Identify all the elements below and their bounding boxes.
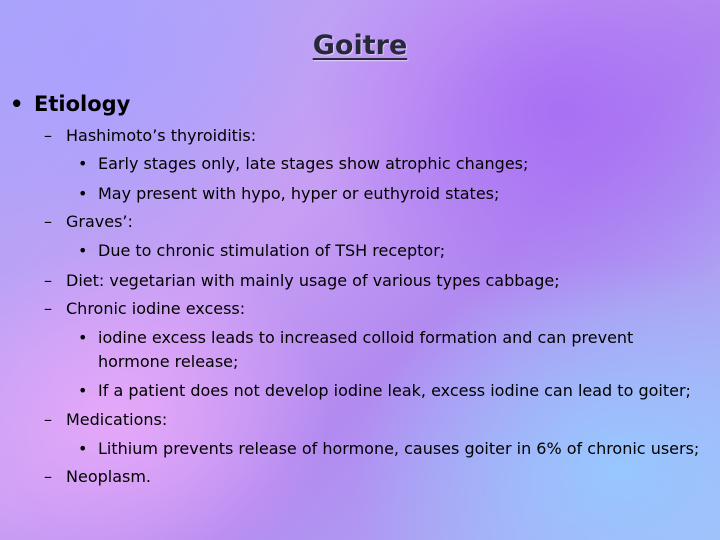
- item-iodine-1-line1: iodine excess leads to increased colloid formation and can prevent: [98, 328, 634, 347]
- dash-marker: –: [44, 212, 52, 231]
- bullet-marker: •: [78, 439, 88, 458]
- item-neoplasm: Neoplasm.: [66, 467, 152, 486]
- etiology-heading: Etiology: [34, 92, 131, 116]
- item-iodine-2: If a patient does not develop iodine leak, excess iodine can lead to goiter;: [98, 381, 691, 400]
- slide-title: Goitre: [312, 30, 408, 61]
- item-medications-1: Lithium prevents release of hormone, causes goiter in 6% of chronic users;: [98, 439, 700, 458]
- item-hashimoto-2: May present with hypo, hyper or euthyroid states;: [98, 184, 500, 203]
- bullet-marker: •: [10, 92, 24, 116]
- bullet-marker: •: [78, 241, 88, 260]
- dash-marker: –: [44, 299, 52, 318]
- bullet-marker: •: [78, 184, 88, 203]
- item-diet: Diet: vegetarian with mainly usage of various types cabbage;: [66, 271, 560, 290]
- item-iodine-1-line2: hormone release;: [98, 352, 239, 371]
- dash-marker: –: [44, 410, 52, 429]
- item-graves: Graves’:: [66, 212, 133, 231]
- item-iodine: Chronic iodine excess:: [66, 299, 246, 318]
- bullet-marker: •: [78, 381, 88, 400]
- item-hashimoto: Hashimoto’s thyroiditis:: [66, 126, 257, 145]
- bullet-marker: •: [78, 154, 88, 173]
- dash-marker: –: [44, 271, 52, 290]
- dash-marker: –: [44, 126, 52, 145]
- item-hashimoto-1: Early stages only, late stages show atrophic changes;: [98, 154, 529, 173]
- item-medications: Medications:: [66, 410, 168, 429]
- bullet-marker: •: [78, 328, 88, 347]
- dash-marker: –: [44, 467, 52, 486]
- item-graves-1: Due to chronic stimulation of TSH receptor;: [98, 241, 446, 260]
